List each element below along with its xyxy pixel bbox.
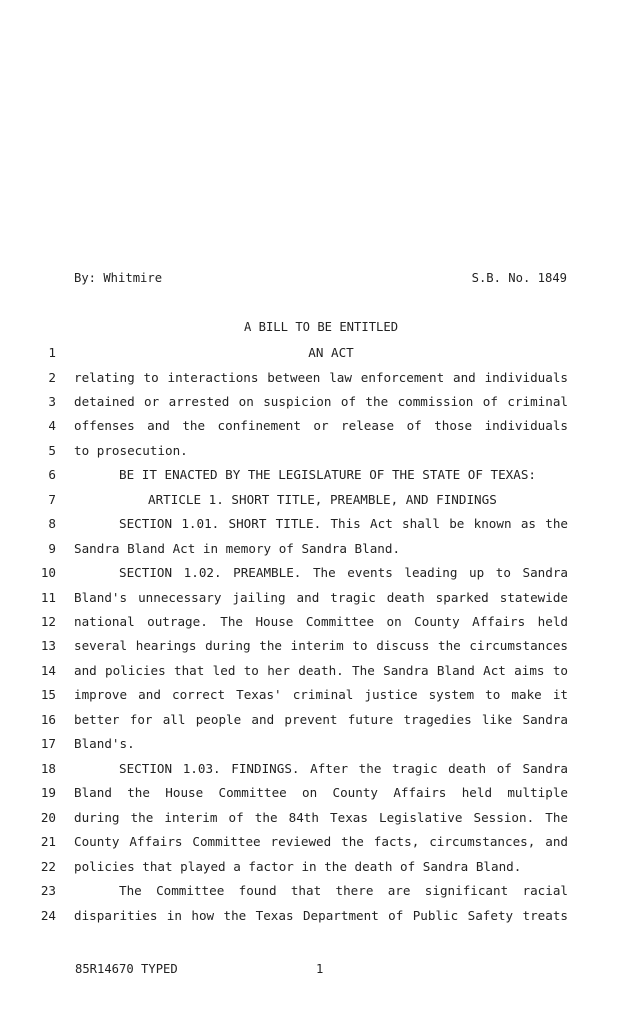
line-text: policies that played a factor in the death of Sandra Bland. — [74, 859, 522, 874]
bill-title-text: A BILL TO BE ENTITLED — [243, 320, 399, 334]
line-number: 12 — [40, 614, 56, 629]
document-code: 85R14670 TYPED — [75, 962, 178, 976]
line-text: disparities in how the Texas Department of Public Safety treats — [74, 908, 568, 923]
line-text: detained or arrested on suspicion of the commission of criminal — [74, 394, 568, 409]
line-text: relating to interactions between law enforcement and individuals — [74, 370, 568, 385]
line-number: 1 — [48, 345, 56, 360]
line-text: BE IT ENACTED BY THE LEGISLATURE OF THE STATE OF TEXAS: — [119, 467, 537, 482]
bill-line — [0, 590, 622, 614]
bill-line — [0, 541, 622, 565]
line-text: Sandra Bland Act in memory of Sandra Bland. — [74, 541, 401, 556]
bill-line — [0, 712, 622, 736]
bill-title — [0, 320, 622, 334]
line-number: 18 — [40, 761, 56, 776]
bill-line — [0, 663, 622, 687]
bill-line — [0, 370, 622, 394]
bill-line — [0, 638, 622, 662]
bill-line — [0, 516, 622, 540]
line-number: 6 — [48, 467, 56, 482]
bill-number: S.B. No. 1849 — [471, 271, 567, 285]
line-text: Bland's unnecessary jailing and tragic death sparked statewide — [74, 590, 568, 605]
line-text: County Affairs Committee reviewed the facts, circumstances, and — [74, 834, 568, 849]
line-number: 24 — [40, 908, 56, 923]
bill-line — [0, 883, 622, 907]
line-number: 21 — [40, 834, 56, 849]
line-number: 2 — [48, 370, 56, 385]
bill-line — [0, 810, 622, 834]
line-text: SECTION 1.03. FINDINGS. After the tragic death of Sandra — [119, 761, 568, 776]
bill-line — [0, 418, 622, 442]
bill-line — [0, 761, 622, 785]
line-number: 8 — [48, 516, 56, 531]
line-number: 19 — [40, 785, 56, 800]
line-text: ARTICLE 1. SHORT TITLE, PREAMBLE, AND FINDINGS — [148, 492, 497, 507]
line-text: and policies that led to her death. The Sandra Bland Act aims to — [74, 663, 568, 678]
line-number: 11 — [40, 590, 56, 605]
line-number: 22 — [40, 859, 56, 874]
line-text: The Committee found that there are significant racial — [119, 883, 568, 898]
bill-line — [0, 467, 622, 491]
author-line: By: Whitmire — [74, 271, 163, 285]
line-text: SECTION 1.02. PREAMBLE. The events leading up to Sandra — [119, 565, 568, 580]
bill-line — [0, 492, 622, 516]
line-number: 4 — [48, 418, 56, 433]
line-text: offenses and the confinement or release of those individuals — [74, 418, 568, 433]
bill-line — [0, 834, 622, 858]
bill-line — [0, 908, 622, 932]
line-number: 9 — [48, 541, 56, 556]
line-text: improve and correct Texas' criminal justice system to make it — [74, 687, 568, 702]
bill-line — [0, 859, 622, 883]
line-number: 3 — [48, 394, 56, 409]
line-number: 10 — [40, 565, 56, 580]
bill-line — [0, 687, 622, 711]
line-number: 13 — [40, 638, 56, 653]
line-number: 20 — [40, 810, 56, 825]
line-text: better for all people and prevent future tragedies like Sandra — [74, 712, 568, 727]
line-text: several hearings during the interim to discuss the circumstances — [74, 638, 568, 653]
bill-line — [0, 394, 622, 418]
line-number: 16 — [40, 712, 56, 727]
page-number: 1 — [316, 962, 324, 976]
line-number: 23 — [40, 883, 56, 898]
line-text: Bland's. — [74, 736, 135, 751]
line-text: Bland the House Committee on County Affairs held multiple — [74, 785, 568, 800]
line-number: 5 — [48, 443, 56, 458]
line-number: 15 — [40, 687, 56, 702]
bill-line — [0, 785, 622, 809]
line-text: to prosecution. — [74, 443, 188, 458]
bill-line — [0, 614, 622, 638]
line-number: 14 — [40, 663, 56, 678]
bill-line — [0, 443, 622, 467]
bill-line — [0, 345, 622, 369]
line-text: national outrage. The House Committee on County Affairs held — [74, 614, 568, 629]
line-text: AN ACT — [308, 345, 354, 360]
line-number: 7 — [48, 492, 56, 507]
line-text: during the interim of the 84th Texas Legislative Session. The — [74, 810, 568, 825]
bill-line — [0, 565, 622, 589]
line-text: SECTION 1.01. SHORT TITLE. This Act shall be known as the — [119, 516, 568, 531]
bill-line — [0, 736, 622, 760]
line-number: 17 — [40, 736, 56, 751]
